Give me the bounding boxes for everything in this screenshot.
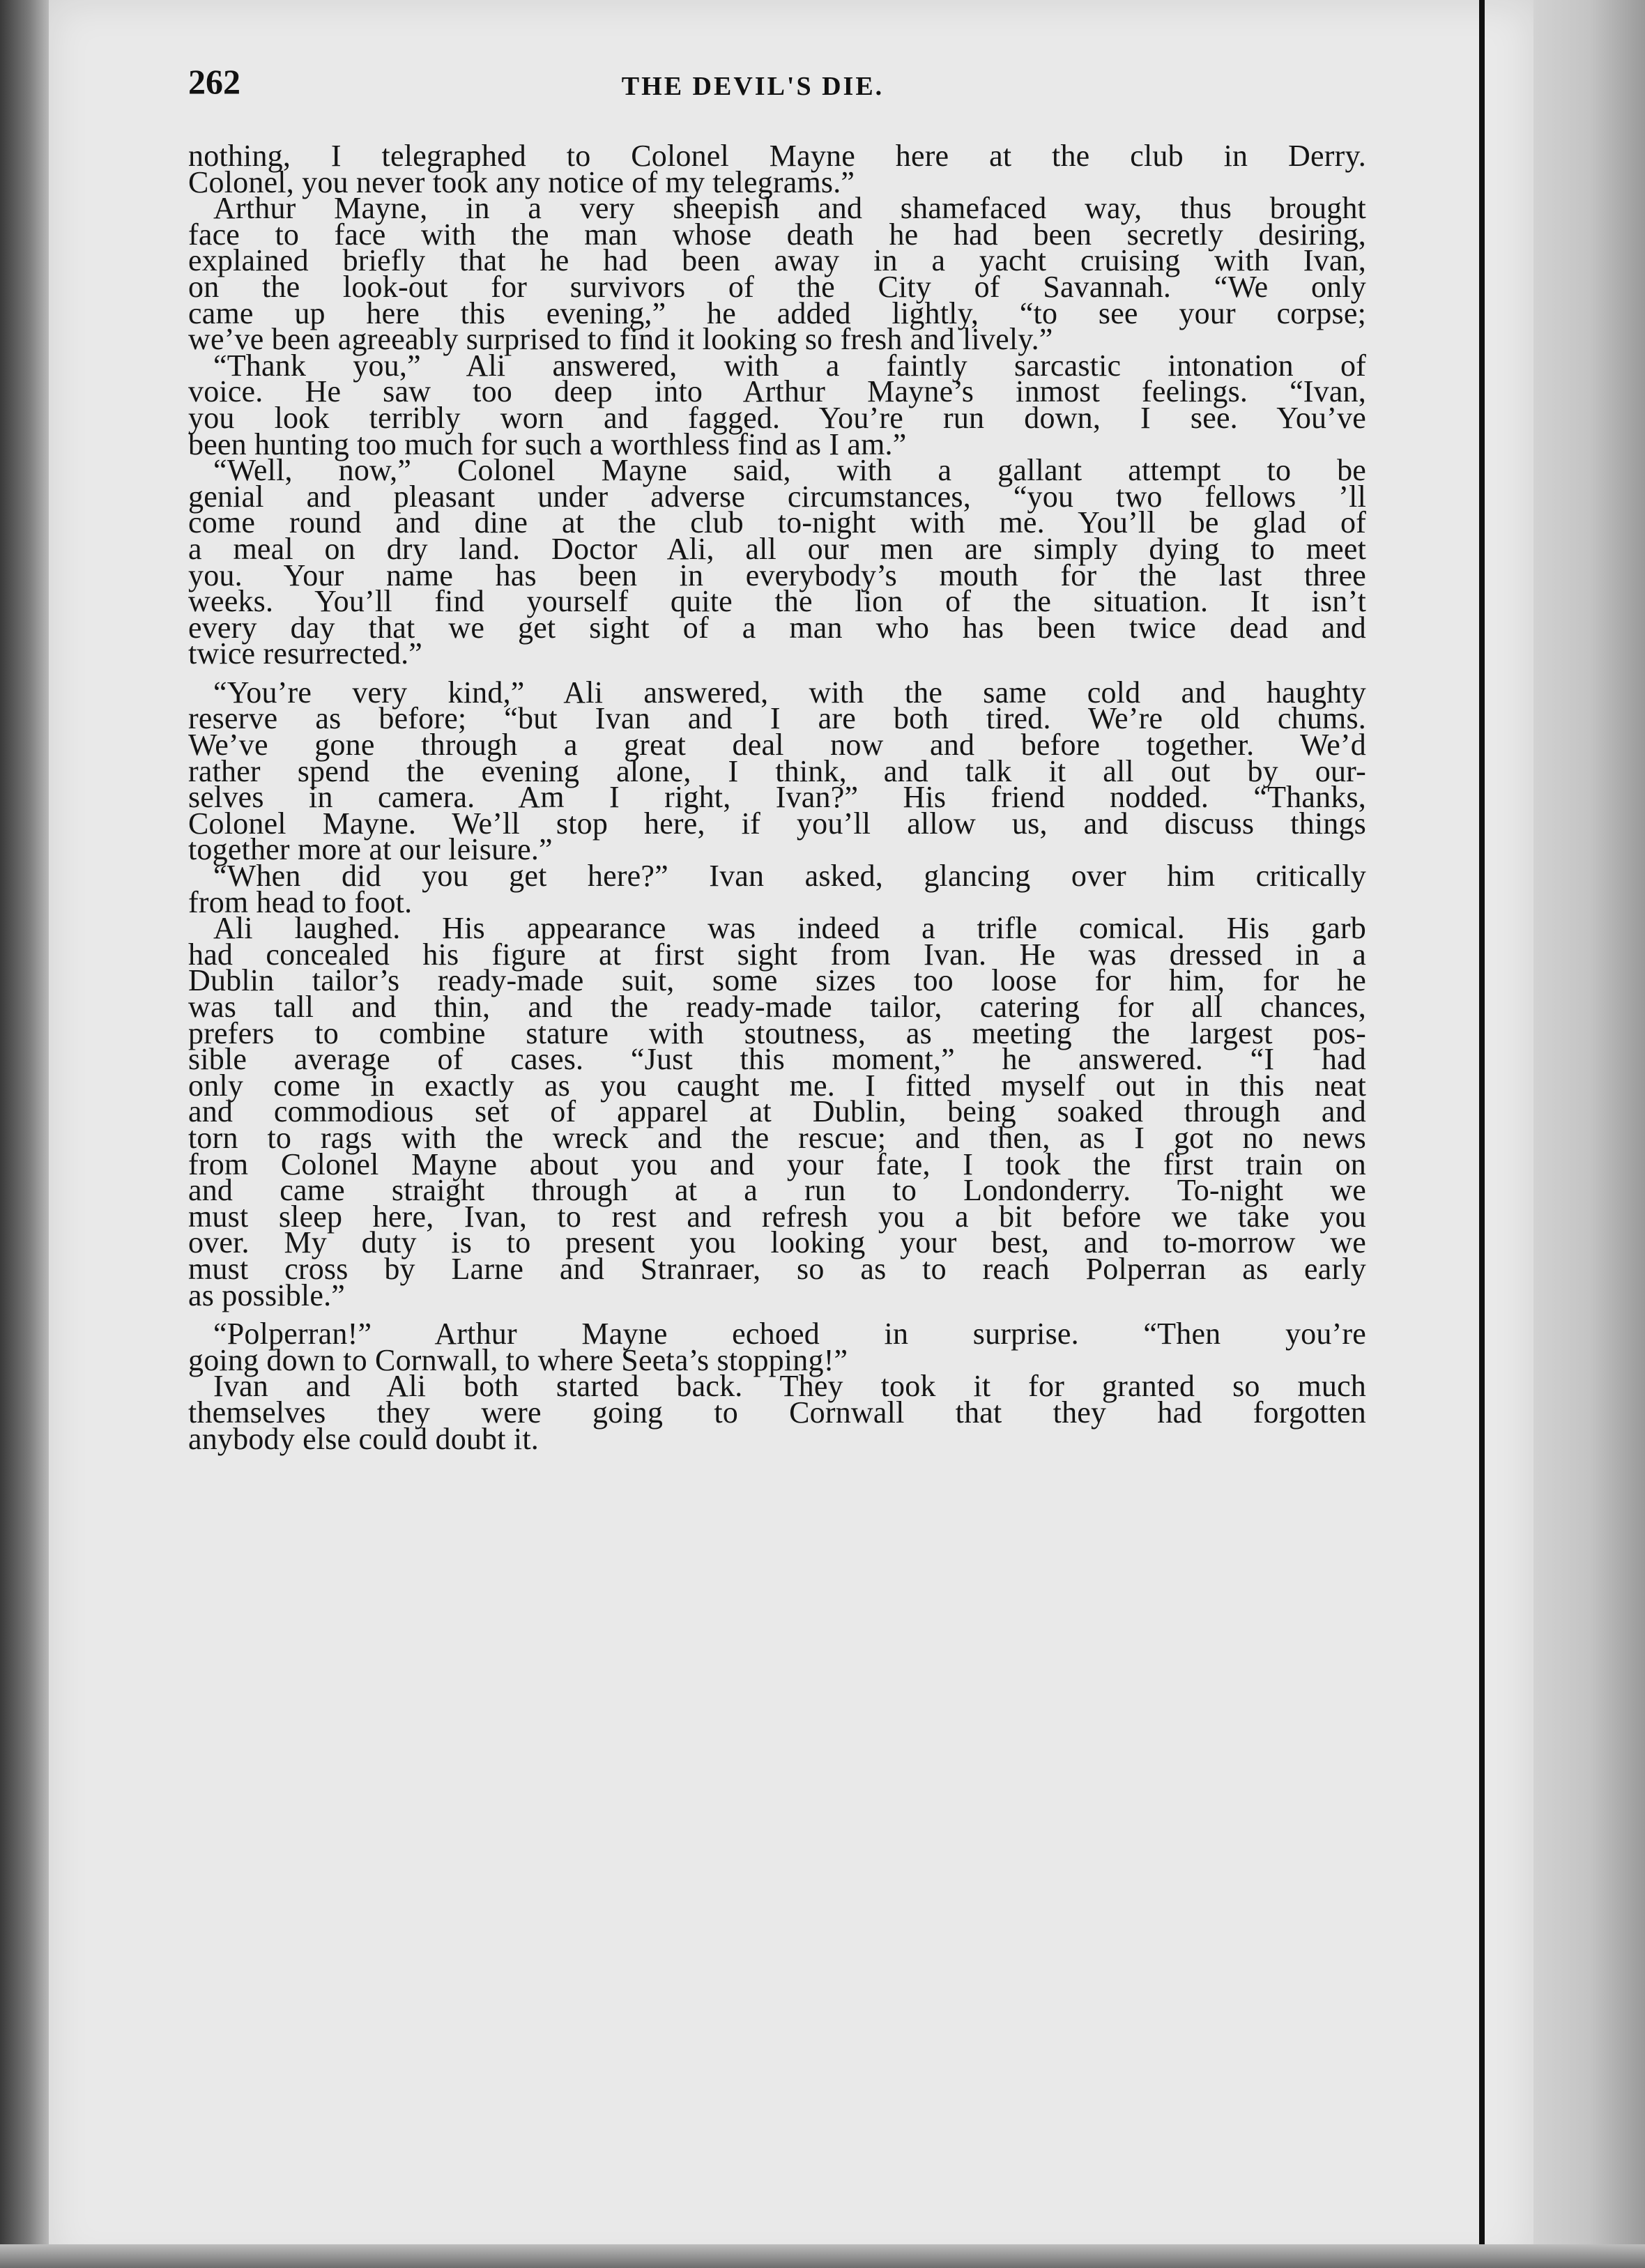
text-line: and commodious set of apparel at Dublin, being soaked through and [188,1094,1366,1129]
text-line: “When did you get here?” Ivan asked, glancing over him critically [213,859,1366,894]
text-line: Ivan and Ali both started back. They took it for granted so much [213,1369,1366,1404]
text-line: had concealed his figure at first sight from Ivan. He was dressed in a [188,937,1366,972]
text-line: torn to rags with the wreck and the rescue; and then, as I got no news [188,1120,1366,1155]
running-title: THE DEVIL'S DIE. [621,72,885,101]
text-line: you. Your name has been in everybody’s mouth for the last three [188,558,1366,592]
page-bottom-shadow [0,2244,1645,2268]
text-line: a meal on dry land. Doctor Ali, all our men are simply dying to meet [188,531,1366,566]
text-line: “Thank you,” Ali answered, with a faintly sarcastic intonation of [213,348,1366,383]
text-line: from head to foot. [188,884,413,919]
text-line: we’ve been agreeably surprised to find it looking so fresh and lively.” [188,322,1053,357]
facing-page-edge [1533,0,1645,2268]
text-line: as possible.” [188,1278,346,1312]
book-spine-shadow [0,0,49,2268]
body-text [188,139,1366,1456]
text-line: Dublin tailor’s ready-made suit, some sizes too loose for him, for he [188,963,1366,998]
text-line: genial and pleasant under adverse circumstances, “you two fellows ’ll [188,479,1366,514]
page-gutter-line [1479,0,1485,2268]
text-line: on the look-out for survivors of the City of Savannah. “We only [188,269,1366,304]
text-line: rather spend the evening alone, I think, and talk it all out by our- [188,753,1366,788]
text-line: Ali laughed. His appearance was indeed a trifle comical. His garb [213,911,1366,946]
text-line: explained briefly that he had been away in a yacht cruising with Ivan, [188,243,1366,278]
text-line: every day that we get sight of a man who has been twice dead and [188,610,1366,645]
text-line: “You’re very kind,” Ali answered, with the same cold and haughty [213,675,1366,710]
text-line: prefers to combine stature with stoutness, as meeting the largest pos- [188,1016,1366,1050]
page-number: 262 [188,62,240,101]
text-line: Arthur Mayne, in a very sheepish and shamefaced way, thus brought [213,191,1366,226]
text-line: nothing, I telegraphed to Colonel Mayne here at the club in Derry. [188,139,1366,173]
text-line: came up here this evening,” he added lightly, “to see your corpse; [188,296,1366,330]
text-line: sible average of cases. “Just this moment,” he answered. “I had [188,1042,1366,1077]
text-line: reserve as before; “but Ivan and I are both tired. We’re old chums. [188,701,1366,736]
text-line: selves in camera. Am I right, Ivan?” His friend nodded. “Thanks, [188,780,1366,815]
page-header [139,56,1366,112]
text-line: over. My duty is to present you looking your best, and to-morrow we [188,1225,1366,1260]
text-line: Colonel, you never took any notice of my telegrams.” [188,164,855,199]
text-line: anybody else could doubt it. [188,1421,539,1456]
text-line: must sleep here, Ivan, to rest and refresh you a bit before we take you [188,1199,1366,1234]
text-line: “Well, now,” Colonel Mayne said, with a gallant attempt to be [213,453,1366,488]
text-line: was tall and thin, and the ready-made tailor, catering for all chances, [188,990,1366,1024]
text-line: “Polperran!” Arthur Mayne echoed in surprise. “Then you’re [213,1317,1366,1351]
text-line: face to face with the man whose death he had been secretly desiring, [188,217,1366,252]
text-line: from Colonel Mayne about you and your fate, I took the first train on [188,1147,1366,1181]
text-line: voice. He saw too deep into Arthur Mayne’s inmost feelings. “Ivan, [188,374,1366,409]
text-line: We’ve gone through a great deal now and before together. We’d [188,728,1366,763]
text-line: only come in exactly as you caught me. I fitted myself out in this neat [188,1068,1366,1103]
text-line: and came straight through at a run to Londonderry. To-night we [188,1173,1366,1208]
text-line: themselves they were going to Cornwall that they had forgotten [188,1395,1366,1430]
text-line: Colonel Mayne. We’ll stop here, if you’ll allow us, and discuss things [188,806,1366,841]
text-line: come round and dine at the club to-night with me. You’ll be glad of [188,505,1366,540]
text-line: you look terribly worn and fagged. You’re run down, I see. You’ve [188,400,1366,435]
text-line: been hunting too much for such a worthless find as I am.” [188,427,907,461]
text-line: twice resurrected.” [188,636,423,671]
text-line: weeks. You’ll find yourself quite the lion of the situation. It isn’t [188,584,1366,619]
text-line: together more at our leisure.” [188,832,553,867]
text-line: must cross by Larne and Stranraer, so as to reach Polperran as early [188,1251,1366,1286]
text-line: going down to Cornwall, to where Seeta’s stopping!” [188,1342,848,1377]
